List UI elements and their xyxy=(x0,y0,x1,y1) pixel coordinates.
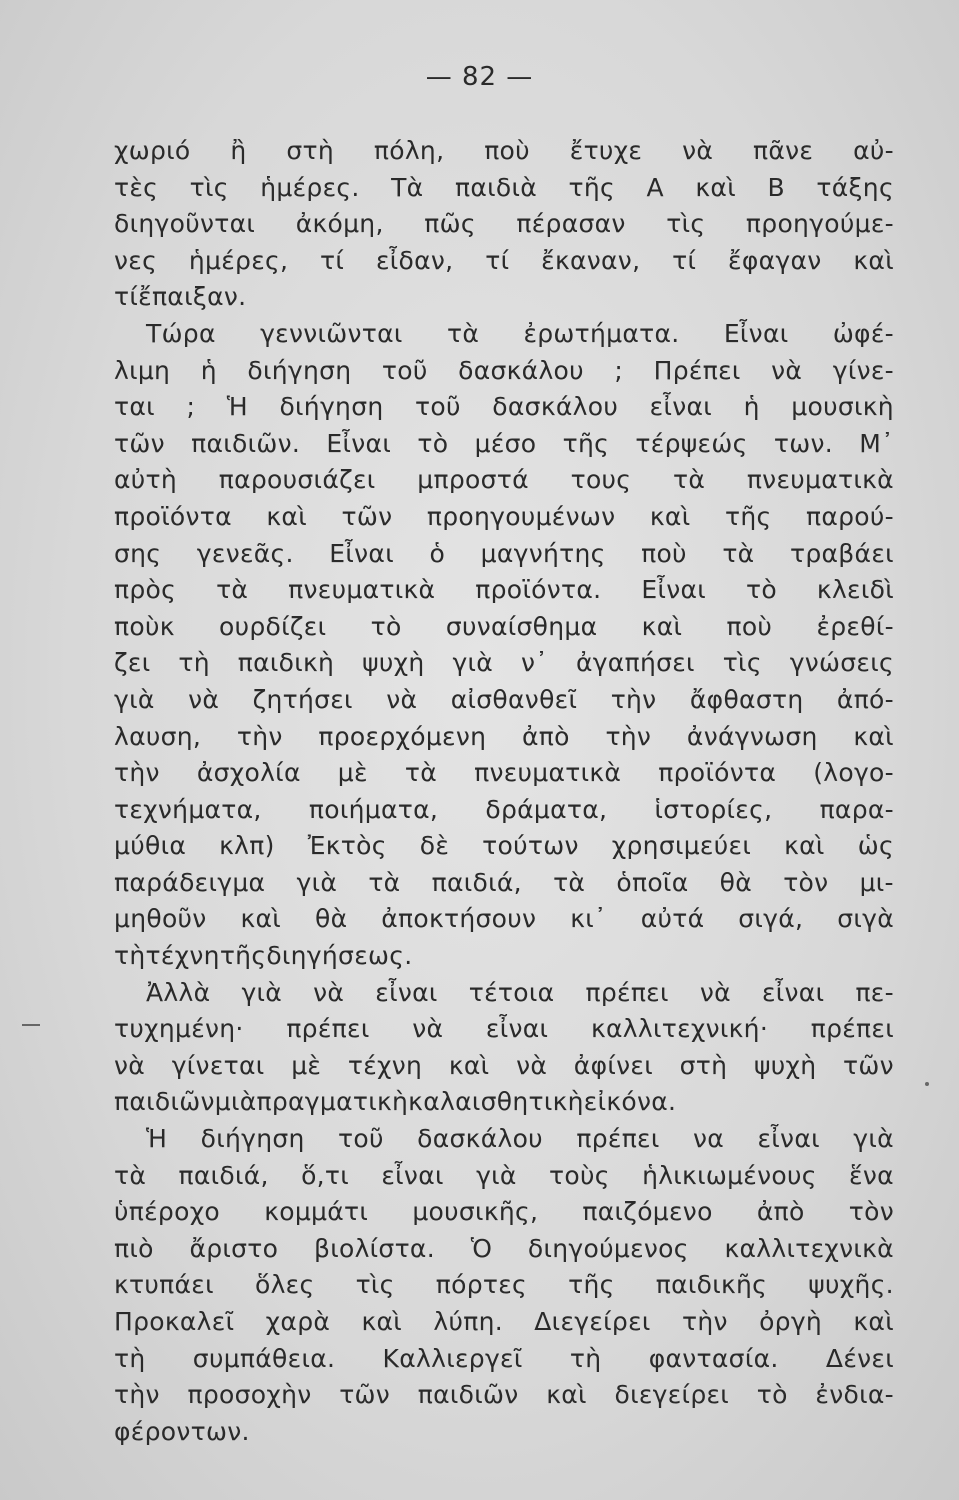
word: τοῦ xyxy=(381,355,428,385)
word: προηγουμένων xyxy=(426,501,616,531)
word: Εἶναι xyxy=(326,428,392,458)
word: ἀφίνει xyxy=(573,1050,653,1080)
word: γιὰ xyxy=(476,1160,517,1190)
word: ποιήματα, xyxy=(308,794,439,824)
word: Β xyxy=(767,172,785,202)
word: ποὺ xyxy=(484,136,530,165)
word: πῶς xyxy=(424,209,476,239)
word: ἐρωτήματα. xyxy=(523,318,680,348)
word: ; xyxy=(186,392,196,422)
word: τὲς xyxy=(114,172,159,202)
text-line xyxy=(114,1270,894,1307)
word: τῶν xyxy=(114,428,165,458)
word: ὁποῖα xyxy=(616,867,689,897)
word: τὴν xyxy=(681,1307,728,1336)
word: ουρδίζει xyxy=(219,611,327,641)
word: πνευματικὰ xyxy=(746,465,894,495)
word: εἶναι xyxy=(485,1014,549,1044)
word: καλαισθητικὴ xyxy=(408,1087,584,1117)
word: Εἶναι xyxy=(641,575,707,605)
word: τί xyxy=(672,245,697,275)
word: τῶν xyxy=(843,1050,894,1080)
word: μιὰ xyxy=(214,1087,257,1117)
word: ψυχῆς. xyxy=(808,1270,894,1300)
word: τὴν xyxy=(610,684,657,714)
word: χαρὰ xyxy=(265,1307,331,1336)
word: κλπ) xyxy=(219,831,275,861)
word: σιγά, xyxy=(738,904,804,934)
text-line xyxy=(114,429,894,466)
word: μὲ xyxy=(291,1050,322,1080)
text-line xyxy=(114,831,894,868)
word: τέρψεώς xyxy=(635,428,748,458)
word: αὐτά xyxy=(640,904,705,934)
word: παιδιῶν xyxy=(417,1380,519,1410)
word: τὸ xyxy=(745,575,777,605)
text-line xyxy=(114,136,894,173)
word: σης xyxy=(114,538,162,568)
word: τὸν xyxy=(848,1197,894,1227)
word: τοῦ xyxy=(338,1124,384,1154)
word: Μ᾽ xyxy=(859,428,894,458)
word: ἀνάγνωση xyxy=(686,721,818,751)
word: τῶν xyxy=(339,1380,391,1410)
word: νες xyxy=(114,245,158,275)
word: τὰ xyxy=(722,538,755,568)
text-line xyxy=(114,502,894,539)
word: στὴ xyxy=(679,1050,728,1080)
text-line xyxy=(114,612,894,649)
word: Καλλιεργεῖ xyxy=(382,1343,523,1373)
word: πόρτες xyxy=(435,1270,528,1300)
text-line xyxy=(114,356,894,393)
text-line xyxy=(114,575,894,612)
word: τὶς xyxy=(722,648,762,678)
margin-mark xyxy=(22,1024,40,1026)
word: παιδικῆς xyxy=(655,1270,768,1300)
word: νὰ xyxy=(412,1014,444,1044)
word: χρησιμεύει xyxy=(611,831,752,861)
word: (λογο- xyxy=(813,758,894,788)
word: τὴ xyxy=(178,648,210,678)
word: ποὺ xyxy=(641,538,687,568)
text-line xyxy=(114,941,894,978)
text-line xyxy=(114,868,894,905)
word: καὶ xyxy=(240,904,282,934)
word: καὶ xyxy=(784,831,825,861)
word: χωριό xyxy=(114,136,191,165)
word: τὸ xyxy=(417,428,449,458)
text-line xyxy=(114,1380,894,1417)
text-line xyxy=(114,1014,894,1051)
word: καὶ xyxy=(361,1307,403,1336)
text-line xyxy=(114,246,894,283)
word: Εἶναι xyxy=(723,318,789,348)
word: ἐνδια- xyxy=(815,1380,894,1410)
word: Δένει xyxy=(825,1343,894,1373)
word: λύπη. xyxy=(433,1307,503,1336)
word: πρέπει xyxy=(576,1124,660,1154)
word: διήγηση xyxy=(200,1124,305,1154)
text-line xyxy=(114,1234,894,1271)
word: των. xyxy=(190,1416,250,1446)
word: γιὰ xyxy=(114,684,155,714)
word: ἀπὸ xyxy=(756,1197,805,1227)
word: παιζόμενο xyxy=(582,1197,713,1227)
word: δασκάλου xyxy=(417,1124,543,1154)
word: φέρον xyxy=(114,1416,191,1446)
word: δασκάλου xyxy=(492,392,619,422)
word: διηγοῦνται xyxy=(114,209,256,239)
word: ἄριστο xyxy=(189,1233,279,1263)
word: ψυχὴ xyxy=(362,648,425,678)
word: νὰ xyxy=(516,1050,548,1080)
word: πε- xyxy=(855,977,894,1007)
word: εἶδαν, xyxy=(375,245,454,275)
word: Ἐκτὸς xyxy=(307,831,387,861)
word: τέχνη xyxy=(145,941,220,971)
text-line xyxy=(114,648,894,685)
word: ὅ,τι xyxy=(301,1160,350,1190)
text-line xyxy=(114,539,894,576)
word: δράματα, xyxy=(485,794,608,824)
word: γίνε- xyxy=(832,355,894,385)
text-line xyxy=(114,282,894,319)
word: πρὸς xyxy=(114,575,177,605)
word: θὰ xyxy=(314,904,348,934)
word: κτυπάει xyxy=(114,1270,214,1300)
text-line xyxy=(114,1417,894,1454)
word: καὶ xyxy=(266,501,307,531)
word: ; xyxy=(614,355,624,385)
word: συμπάθεια. xyxy=(192,1343,336,1373)
word: εἶναι xyxy=(375,977,438,1007)
text-line xyxy=(114,319,894,356)
word: προϊόντα xyxy=(658,758,777,788)
word: ἡμέρες, xyxy=(188,245,289,275)
word: τὸν xyxy=(783,867,829,897)
text-line xyxy=(114,758,894,795)
word: καὶ xyxy=(649,501,691,531)
word: τῆς xyxy=(219,941,267,971)
word: νὰ xyxy=(682,136,714,165)
text-line xyxy=(114,978,894,1015)
word: Διεγείρει xyxy=(534,1307,651,1336)
word: ἡ xyxy=(200,355,217,385)
word: πρέπει xyxy=(585,977,669,1007)
word: ὡς xyxy=(857,831,894,861)
word: λιμη xyxy=(114,355,171,385)
word: μουσικῆς, xyxy=(412,1197,539,1227)
word: διήγηση xyxy=(279,392,384,422)
word: τῆς xyxy=(568,1270,615,1300)
word: τὶς xyxy=(189,172,229,202)
word: τὴν xyxy=(236,721,283,751)
text-line xyxy=(114,465,894,502)
word: τί xyxy=(320,245,345,275)
word: ἔκαναν, xyxy=(541,245,641,275)
text-line xyxy=(114,1124,894,1161)
word: παιδιὰ xyxy=(454,172,537,202)
word: μπροστά xyxy=(417,465,529,495)
word: γιὰ xyxy=(241,977,283,1007)
word: τὶς xyxy=(355,1270,395,1300)
word: αἰσθανθεῖ xyxy=(450,684,578,714)
word: τὴ xyxy=(114,1343,146,1373)
word: παρού- xyxy=(805,501,894,531)
word: ὀργὴ xyxy=(759,1307,823,1336)
text-line xyxy=(114,904,894,941)
word: ζητήσει xyxy=(252,684,353,714)
word: πρέπει xyxy=(810,1014,894,1044)
word: προσοχὴν xyxy=(187,1380,312,1410)
word: αὐ- xyxy=(853,136,894,165)
word: δὲ xyxy=(419,831,450,861)
word: τῆς xyxy=(724,501,772,531)
word: νὰ xyxy=(386,684,418,714)
word: καὶ xyxy=(448,1050,490,1080)
word: Ἀλλὰ xyxy=(146,977,211,1007)
word: ἱστορίες, xyxy=(654,794,773,824)
word: ψυχὴ xyxy=(753,1050,817,1080)
word: ἔπαιξαν. xyxy=(138,282,247,312)
word: προϊόντα xyxy=(114,501,232,531)
word: νὰ xyxy=(771,355,803,385)
word: προερχόμενη xyxy=(318,721,487,751)
word: ἐρεθί- xyxy=(816,611,894,641)
word: Ὁ xyxy=(470,1233,493,1263)
word: εἰκόνα. xyxy=(583,1087,677,1117)
word: τὴν xyxy=(114,758,160,788)
word: γιὰ xyxy=(853,1124,894,1154)
word: τέχνη xyxy=(347,1050,423,1080)
word: εἶναι xyxy=(649,392,713,422)
word: ἕνα xyxy=(849,1160,894,1190)
word: παιδιά, xyxy=(431,867,522,897)
word: πόλη, xyxy=(373,136,445,165)
word: τῆς xyxy=(568,172,615,202)
word: γνώσεις xyxy=(789,648,894,678)
text-line xyxy=(114,392,894,429)
word: των. xyxy=(773,428,833,458)
word: Πρέπει xyxy=(653,355,741,385)
word: βιολίστα. xyxy=(313,1233,435,1263)
word: διεγείρει xyxy=(614,1380,730,1410)
word: μὲ xyxy=(337,758,368,788)
word: τέτοια xyxy=(468,977,555,1007)
word: καλλιτεχνικὰ xyxy=(724,1233,894,1263)
word: μηθοῦν xyxy=(114,904,207,934)
word: γιὰ xyxy=(296,867,338,897)
word: τῶν xyxy=(341,501,393,531)
word: τὶς xyxy=(666,209,706,239)
word: τὴ xyxy=(569,1343,602,1373)
word: δασκάλου xyxy=(458,355,584,385)
word: καὶ xyxy=(853,721,894,751)
word: ποὺκ xyxy=(114,611,175,641)
text-line xyxy=(114,1197,894,1234)
word: τοὺς xyxy=(549,1160,610,1190)
word: τὰ xyxy=(672,465,706,495)
word: τάξης xyxy=(816,172,894,202)
word: ἡμέρες. xyxy=(260,172,360,202)
word: πραγματικὴ xyxy=(256,1087,409,1117)
word: παιδιῶν. xyxy=(191,428,301,458)
word: Α xyxy=(646,172,664,202)
text-line xyxy=(114,1344,894,1381)
word: τί xyxy=(114,282,139,312)
word: παράδειγμα xyxy=(114,867,266,897)
text-line xyxy=(114,1161,894,1198)
word: τραβάει xyxy=(789,538,894,568)
word: ὁ xyxy=(429,538,446,568)
word: εἶναι xyxy=(761,977,825,1007)
word: ἀκόμη, xyxy=(295,209,384,239)
word: Ἡ xyxy=(146,1124,168,1154)
word: παιδικὴ xyxy=(237,648,335,678)
word: συναίσθημα xyxy=(445,611,598,641)
word: τὰ xyxy=(446,318,480,348)
word: νὰ xyxy=(313,977,345,1007)
word: προηγούμε- xyxy=(745,209,894,239)
word: προϊόντα. xyxy=(475,575,602,605)
word: καὶ xyxy=(641,611,683,641)
word: καὶ xyxy=(853,245,894,275)
text-line xyxy=(114,685,894,722)
word: στὴ xyxy=(286,136,335,165)
word: ἀπό- xyxy=(836,684,894,714)
word: εἶναι xyxy=(757,1124,820,1154)
word: γιὰ xyxy=(452,648,494,678)
word: Τὰ xyxy=(391,172,424,202)
word: τεχνήματα, xyxy=(114,794,262,824)
word: πέρασαν xyxy=(516,209,626,239)
word: γεννιῶνται xyxy=(260,318,403,348)
word: εἶναι xyxy=(381,1160,444,1190)
word: τούτων xyxy=(482,831,579,861)
word: νὰ xyxy=(188,684,220,714)
word: τὴν xyxy=(605,721,652,751)
word: Τώρα xyxy=(146,318,216,348)
word: λαυση, xyxy=(114,721,202,751)
word: σιγὰ xyxy=(837,904,894,934)
word: καὶ xyxy=(695,172,736,202)
word: ἡλικιωμένους xyxy=(642,1160,817,1190)
word: μι- xyxy=(859,867,894,897)
word: ται xyxy=(114,392,155,422)
word: τὰ xyxy=(404,758,438,788)
text-line xyxy=(114,795,894,832)
word: γίνεται xyxy=(171,1050,265,1080)
word: παιδιά, xyxy=(178,1160,269,1190)
word: παρουσιάζει xyxy=(218,465,376,495)
word: Εἶναι xyxy=(329,538,394,568)
word: να xyxy=(693,1124,725,1154)
word: παρα- xyxy=(819,794,894,824)
word: κομμάτι xyxy=(264,1197,369,1227)
word: τὸ xyxy=(370,611,402,641)
text-line xyxy=(114,722,894,759)
word: ἀπὸ xyxy=(521,721,570,751)
word: τοῦ xyxy=(415,392,461,422)
word: Προκαλεῖ xyxy=(114,1307,235,1336)
word: ἔφαγαν xyxy=(728,245,822,275)
word: πᾶνε xyxy=(753,136,814,165)
word: αὐτὴ xyxy=(114,465,178,495)
word: ἀσχολία xyxy=(196,758,301,788)
page-number: — 82 — xyxy=(425,62,534,92)
word: διήγηση xyxy=(247,355,352,385)
word: πρέπει xyxy=(286,1014,370,1044)
word: τους xyxy=(570,465,632,495)
word: ἀποκτήσουν xyxy=(381,904,537,934)
word: γενεᾶς. xyxy=(196,538,294,568)
word: ζει xyxy=(114,648,151,678)
text-line xyxy=(114,1307,894,1344)
word: μέσο xyxy=(474,428,537,458)
word: κι᾽ xyxy=(570,904,607,934)
word: ὅλες xyxy=(254,1270,315,1300)
word: Ἡ xyxy=(226,392,248,422)
word: πνευματικὰ xyxy=(474,758,622,788)
body-text xyxy=(114,136,894,1453)
word: τὴν xyxy=(114,1380,160,1410)
word: τῆς xyxy=(562,428,610,458)
text-line xyxy=(114,1087,894,1124)
word: διηγούμενος xyxy=(527,1233,689,1263)
word: ὠφέ- xyxy=(832,318,894,348)
word: παιδιῶν xyxy=(114,1087,215,1117)
word: τὸ xyxy=(756,1380,788,1410)
word: τὴ xyxy=(114,941,146,971)
word: ὑπέροχο xyxy=(114,1197,221,1227)
word: θὰ xyxy=(719,867,753,897)
text-line xyxy=(114,209,894,246)
word: τυχημένη· xyxy=(114,1014,244,1044)
text-line xyxy=(114,173,894,210)
word: ἔτυχε xyxy=(569,136,643,165)
word: ν᾽ xyxy=(520,648,549,678)
text-line xyxy=(114,1051,894,1088)
word: τὰ xyxy=(114,1160,147,1190)
word: ἡ xyxy=(743,392,760,422)
word: φαντασία. xyxy=(648,1343,779,1373)
word: μύθια xyxy=(114,831,187,861)
word: ποὺ xyxy=(726,611,773,641)
word: διηγήσεως. xyxy=(266,941,413,971)
word: τί xyxy=(485,245,510,275)
word: μουσικὴ xyxy=(791,392,894,422)
word: πιὸ xyxy=(114,1233,154,1263)
margin-dot xyxy=(925,1082,929,1086)
word: νὰ xyxy=(699,977,731,1007)
word: μαγνήτης xyxy=(480,538,606,568)
word: τὰ xyxy=(553,867,586,897)
word: καὶ xyxy=(853,1307,894,1336)
word: ἢ xyxy=(230,136,247,165)
word: ἄφθαστη xyxy=(689,684,804,714)
word: νὰ xyxy=(114,1050,146,1080)
word: τὰ xyxy=(216,575,249,605)
word: καλλιτεχνική· xyxy=(590,1014,769,1044)
word: καὶ xyxy=(546,1380,587,1410)
word: ἀγαπήσει xyxy=(575,648,695,678)
word: τὰ xyxy=(368,867,401,897)
word: κλειδὶ xyxy=(816,575,894,605)
word: πνευματικὰ xyxy=(288,575,436,605)
